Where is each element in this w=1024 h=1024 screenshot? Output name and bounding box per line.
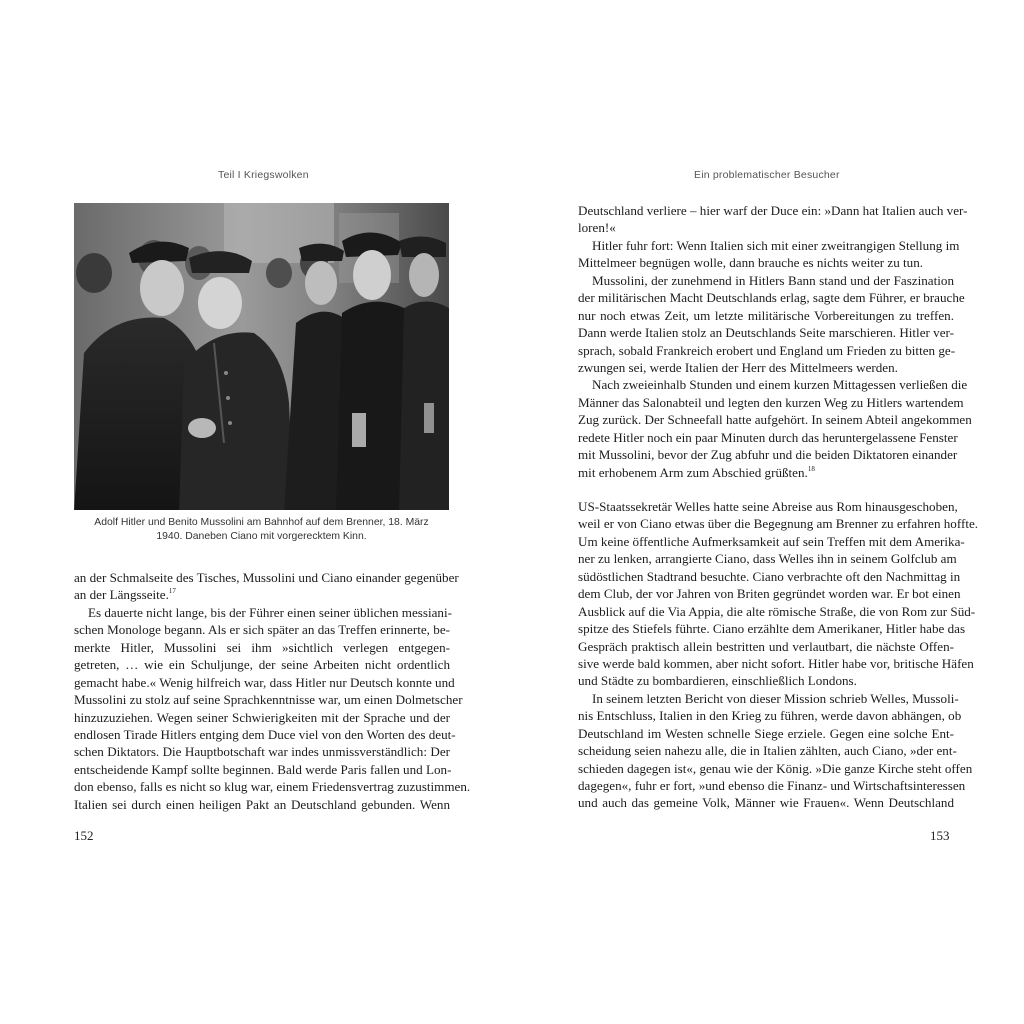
text-line: Nach zweieinhalb Stunden und einem kurzen Mittagessen verließen die <box>592 377 968 393</box>
text-line: merkte Hitler, Mussolini sei ihm »sichtlich verlegen entgegen- <box>74 639 450 655</box>
text-line: schen Monologe begann. Als er sich später an das Treffen erinnerte, be- <box>74 622 450 638</box>
text-line <box>578 464 954 481</box>
text-line: Deutschland im Westen schnelle Siege erziele. Gegen eine solche Ent- <box>578 725 954 741</box>
text-line: zwungen sei, werde Italien der Herr des Mittelmeers werden. <box>578 359 898 375</box>
text-line: weil er von Ciano etwas über die Begegnung am Brenner zu erfahren hoffte. <box>578 516 979 532</box>
text-line <box>74 586 450 603</box>
text-line: redete Hitler noch ein paar Minuten durch das heruntergelassene Fenster <box>578 429 958 445</box>
text-line: US-Staatssekretär Welles hatte seine Abreise aus Rom hinausgeschoben, <box>578 499 958 514</box>
text-line: ner zu lenken, arrangierte Ciano, dass Welles ihn in seinem Golfclub am <box>578 551 957 567</box>
text-line: Gespräch praktisch allein bestritten und verlautbart, die nächste Offen- <box>578 638 954 654</box>
text-line: schen Diktators. Die Hauptbotschaft war indes unmissverständlich: Der <box>74 744 450 760</box>
text-line: Zug zurück. Der Schneefall hatte aufgehört. In seinem Abteil angekommen <box>578 412 972 428</box>
text-line: gemacht habe.« Wenig hilfreich war, dass Hitler nur Deutsch konnte und <box>74 674 455 690</box>
text-line: spitze des Stiefels führte. Ciano erzählte dem Amerikaner, Hitler habe das <box>578 621 966 637</box>
text-line-content: mit erhobenem Arm zum Abschied grüßten. <box>578 464 808 480</box>
text-line: Es dauerte nicht lange, bis der Führer einen seiner üblichen messiani- <box>88 604 452 620</box>
body-text-right-1 <box>578 202 972 481</box>
text-line: scheidung seien nahezu alle, die in Italien zählten, auch Ciano, »der ent- <box>578 743 957 759</box>
text-line: der militärischen Macht Deutschlands erlag, sagte dem Führer, er brauche <box>578 290 965 306</box>
text-line: Deutschland verliere – hier warf der Duce ein: »Dann hat Italien auch ver- <box>578 203 968 218</box>
text-line: entscheidende Kampf sollte beginnen. Bald werde Paris fallen und Lon- <box>74 761 452 777</box>
text-line: loren!« <box>578 220 616 236</box>
text-line-content: an der Längsseite. <box>74 587 169 603</box>
text-line: hinzuzuziehen. Wegen seiner Schwierigkeiten mit der Sprache und der <box>74 709 450 725</box>
text-line: sprach, sobald Frankreich erobert und England um Frieden zu bitten ge- <box>578 342 956 358</box>
text-line: Um keine öffentliche Aufmerksamkeit auf sein Treffen mit dem Amerika- <box>578 533 965 549</box>
text-line: Männer das Salonabteil und legten den kurzen Weg zu Hitlers wartendem <box>578 394 964 410</box>
text-line: an der Schmalseite des Tisches, Mussolini und Ciano einander gegenüber <box>74 570 459 585</box>
footnote-marker: 17 <box>168 587 176 596</box>
text-line: Italien sei durch einen heiligen Pakt an Deutschland gebunden. Wenn <box>74 796 450 812</box>
text-line: getreten, … wie ein Schuljunge, der seine Arbeiten nicht ordentlich <box>74 657 450 673</box>
text-line: endlosen Tirade Hitlers entging dem Duce viel von den Worten des deut- <box>74 726 456 742</box>
text-line: Mittelmeer begnügen wolle, dann brauche es nichts weiter zu tun. <box>578 255 924 271</box>
text-line: don ebenso, falls es nicht so klug war, einem Friedensvertrag zuzustimmen. <box>74 779 471 795</box>
footnote-marker: 18 <box>807 464 815 473</box>
historical-photo <box>74 203 449 510</box>
right-page <box>512 0 1024 1024</box>
photo-caption <box>74 516 449 544</box>
text-line: und Städte zu bombardieren, einschließlich Londons. <box>578 673 857 689</box>
text-line: und auch das gemeine Volk, Männer wie Frauen«. Wenn Deutschland <box>578 795 954 811</box>
caption-line: 1940. Daneben Ciano mit vorgerecktem Kinn. <box>156 531 367 542</box>
text-line: sive werde bald kommen, aber nicht sofort. Hitler habe vor, britische Häfen <box>578 655 974 671</box>
text-line: mit Mussolini, bevor der Zug abfuhr und die beiden Diktatoren einander <box>578 447 958 463</box>
caption-line: Adolf Hitler und Benito Mussolini am Bahnhof auf dem Brenner, 18. März <box>94 517 429 528</box>
photo-image <box>74 203 449 510</box>
text-line: Hitler fuhr fort: Wenn Italien sich mit einer zweitrangigen Stellung im <box>592 237 960 253</box>
text-line: Ausblick auf die Via Appia, die alte römische Straße, die von Rom zur Süd- <box>578 603 976 619</box>
text-line: Mussolini zu stolz auf seine Sprachkenntnisse war, um einen Dolmetscher <box>74 692 463 708</box>
text-line: südöstlichen Stadtrand besuchte. Ciano verbrachte oft den Nachmittag in <box>578 568 961 584</box>
running-head-right: Ein problematischer Besucher <box>694 169 840 181</box>
text-line: Mussolini, der zunehmend in Hitlers Bann stand und der Faszination <box>592 272 954 288</box>
text-line: dem Club, der vor Jahren von Briten gegründet worden war. Er bot einen <box>578 586 961 602</box>
text-line: In seinem letzten Bericht von dieser Mission schrieb Welles, Mussoli- <box>592 690 959 706</box>
text-line: nis Entschluss, Italien in den Krieg zu führen, werde davon abhängen, ob <box>578 708 962 724</box>
text-line: Dann werde Italien stolz an Deutschlands Seite marschieren. Hitler ver- <box>578 325 954 341</box>
page-number-left: 152 <box>74 828 94 843</box>
page-number-right: 153 <box>930 828 950 843</box>
text-line: nur noch etwas Zeit, um letzte militärische Vorbereitungen zu treffen. <box>578 307 954 323</box>
body-text-left <box>74 569 471 813</box>
body-text-right-2 <box>578 498 979 812</box>
text-line: schieden dagegen ist«, genau wie der König. »Die ganze Kirche steht offen <box>578 760 973 776</box>
text-line: dagegen«, fuhr er fort, »und ebenso die Finanz- und Wirtschaftsinteressen <box>578 778 966 793</box>
running-head-left: Teil I Kriegswolken <box>218 169 309 181</box>
